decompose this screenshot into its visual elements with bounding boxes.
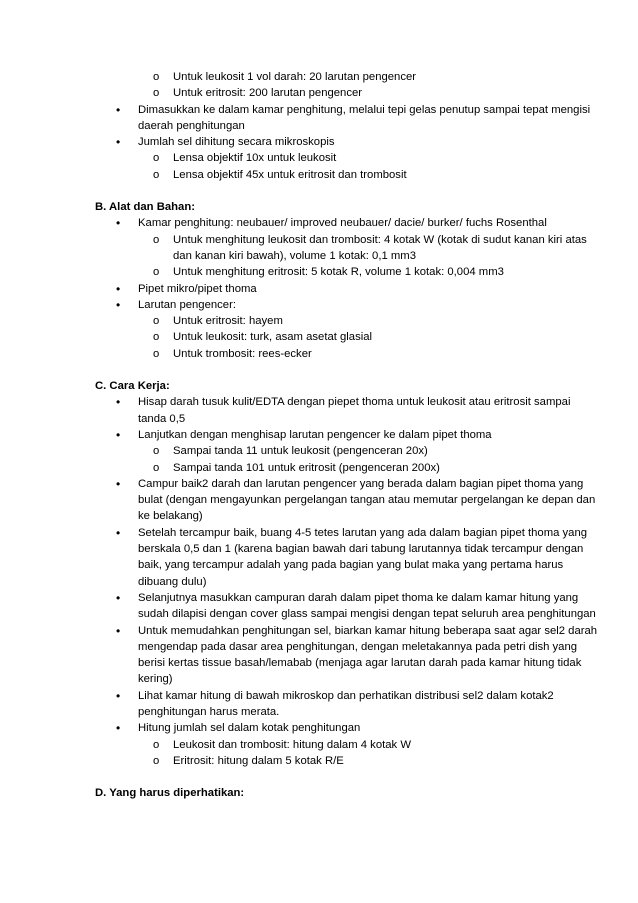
sub-bullet-item — [95, 150, 598, 166]
item-text: Pipet mikro/pipet thoma — [138, 282, 257, 295]
bullet-item — [95, 720, 598, 736]
circle-marker-icon: o — [153, 461, 160, 474]
item-text: Selanjutnya masukkan campuran darah dalam pipet thoma ke dalam kamar hitung yang sudah dilapisi dengan cover glass sampai mengisi dengan tepat seluruh area penghitungan — [138, 591, 596, 621]
circle-marker-icon: o — [153, 71, 160, 83]
item-text: Kamar penghitung: neubauer/ improved neubauer/ dacie/ burker/ fuchs Rosenthal — [138, 217, 547, 230]
item-text: Sampai tanda 101 untuk eritrosit (pengenceran 200x) — [173, 461, 440, 474]
sub-bullet-item — [95, 313, 598, 329]
item-text: Untuk menghitung eritrosit: 5 kotak R, volume 1 kotak: 0,004 mm3 — [173, 266, 504, 279]
circle-marker-icon: o — [153, 347, 160, 360]
circle-marker-icon: o — [153, 266, 160, 279]
item-text: Jumlah sel dihitung secara mikroskopis — [138, 136, 335, 149]
bullet-item — [95, 102, 598, 135]
section-heading: B. Alat dan Bahan: — [95, 201, 196, 214]
sub-bullet-item — [95, 443, 598, 459]
item-text: Untuk eritrosit: hayem — [173, 315, 283, 328]
sub-bullet-item — [95, 460, 598, 476]
bullet-item — [95, 688, 598, 721]
sub-bullet-item — [95, 753, 598, 769]
circle-marker-icon: o — [153, 331, 160, 344]
top-list — [95, 69, 598, 183]
circle-marker-icon: o — [153, 152, 160, 165]
bullet-item — [95, 134, 598, 150]
bullet-marker-icon: • — [116, 216, 121, 231]
item-text: Leukosit dan trombosit: hitung dalam 4 kotak W — [173, 738, 411, 751]
section-list — [95, 394, 598, 769]
bullet-marker-icon: • — [116, 281, 121, 296]
bullet-item — [95, 623, 598, 688]
item-text: Untuk memudahkan penghitungan sel, biarkan kamar hitung beberapa saat agar sel2 darah mengendap pada dasar area penghitungan, dengan meletakannya pada petri dish yang berisi kertas tissue basah/lemabab (menjaga agar larutan darah pada kamar hitung tidak kering) — [138, 624, 598, 686]
item-text: Hitung jumlah sel dalam kotak penghitungan — [138, 722, 361, 735]
item-text: Campur baik2 darah dan larutan pengencer yang berada dalam bagian pipet thoma yang bulat (dengan mengayunkan pergelangan tangan atau memutar pergelangan ke depan dan ke belakang) — [138, 477, 596, 523]
sub-bullet-item — [95, 329, 598, 345]
sub-bullet-item — [95, 85, 598, 101]
bullet-marker-icon: • — [116, 525, 121, 540]
circle-marker-icon: o — [153, 445, 160, 458]
item-text: Lensa objektif 45x untuk eritrosit dan trombosit — [173, 168, 407, 181]
circle-marker-icon: o — [153, 315, 160, 328]
circle-marker-icon: o — [153, 168, 160, 181]
bullet-item — [95, 476, 598, 525]
sub-bullet-item — [95, 232, 598, 265]
bullet-item — [95, 427, 598, 443]
sub-bullet-item — [95, 167, 598, 183]
sub-bullet-item — [95, 346, 598, 362]
sub-bullet-item — [95, 737, 598, 753]
item-text: Lanjutkan dengan menghisap larutan pengencer ke dalam pipet thoma — [138, 428, 492, 441]
section-list — [95, 215, 598, 362]
bullet-marker-icon: • — [116, 135, 121, 150]
bullet-item — [95, 281, 598, 297]
item-text: Larutan pengencer: — [138, 298, 236, 311]
item-text: Untuk trombosit: rees-ecker — [173, 347, 312, 360]
item-text: Eritrosit: hitung dalam 5 kotak R/E — [173, 754, 344, 767]
bullet-marker-icon: • — [116, 590, 121, 605]
item-text: Untuk leukosit 1 vol darah: 20 larutan pengencer — [173, 71, 417, 83]
circle-marker-icon: o — [153, 233, 160, 246]
bullet-item — [95, 297, 598, 313]
item-text: Lihat kamar hitung di bawah mikroskop dan perhatikan distribusi sel2 dalam kotak2 penghitungan harus merata. — [138, 689, 554, 718]
bullet-marker-icon: • — [116, 297, 121, 312]
circle-marker-icon: o — [153, 754, 160, 767]
bullet-marker-icon: • — [116, 102, 121, 117]
section-heading: D. Yang harus diperhatikan: — [95, 787, 245, 800]
item-text: Sampai tanda 11 untuk leukosit (pengenceran 20x) — [173, 445, 428, 458]
bullet-item — [95, 590, 598, 623]
bullet-marker-icon: • — [116, 427, 121, 442]
item-text: Lensa objektif 10x untuk leukosit — [173, 152, 337, 165]
bullet-marker-icon: • — [116, 623, 121, 638]
item-text: Untuk menghitung leukosit dan trombosit: 4 kotak W (kotak di sudut kanan kiri atas dan kanan kiri bawah), volume 1 kotak: 0,1 mm3 — [173, 233, 587, 262]
item-text: Untuk eritrosit: 200 larutan pengencer — [173, 87, 363, 100]
sub-bullet-item — [95, 264, 598, 280]
item-text: Hisap darah tusuk kulit/EDTA dengan piepet thoma untuk leukosit atau eritrosit sampai tanda 0,5 — [138, 396, 571, 425]
item-text: Untuk leukosit: turk, asam asetat glasial — [173, 331, 373, 344]
circle-marker-icon: o — [153, 87, 160, 100]
bullet-marker-icon: • — [116, 688, 121, 703]
sections — [95, 199, 598, 801]
bullet-item — [95, 394, 598, 427]
circle-marker-icon: o — [153, 738, 160, 751]
bullet-item — [95, 525, 598, 590]
section-heading: C. Cara Kerja: — [95, 380, 170, 393]
sub-bullet-item — [95, 69, 598, 85]
item-text: Dimasukkan ke dalam kamar penghitung, melalui tepi gelas penutup sampai tepat mengisi daerah penghitungan — [138, 103, 591, 132]
item-text: Setelah tercampur baik, buang 4-5 tetes larutan yang ada dalam bagian pipet thoma yang berskala 0,5 dan 1 (karena bagian bawah dari tabung larutannya tidak tercampur dengan baik, yang tercampur adalah yang pada bagian yang bulat maka yang pertama harus dibuang dulu) — [138, 526, 588, 588]
bullet-marker-icon: • — [116, 721, 121, 736]
bullet-item — [95, 215, 598, 231]
bullet-marker-icon: • — [116, 476, 121, 491]
bullet-marker-icon: • — [116, 395, 121, 410]
